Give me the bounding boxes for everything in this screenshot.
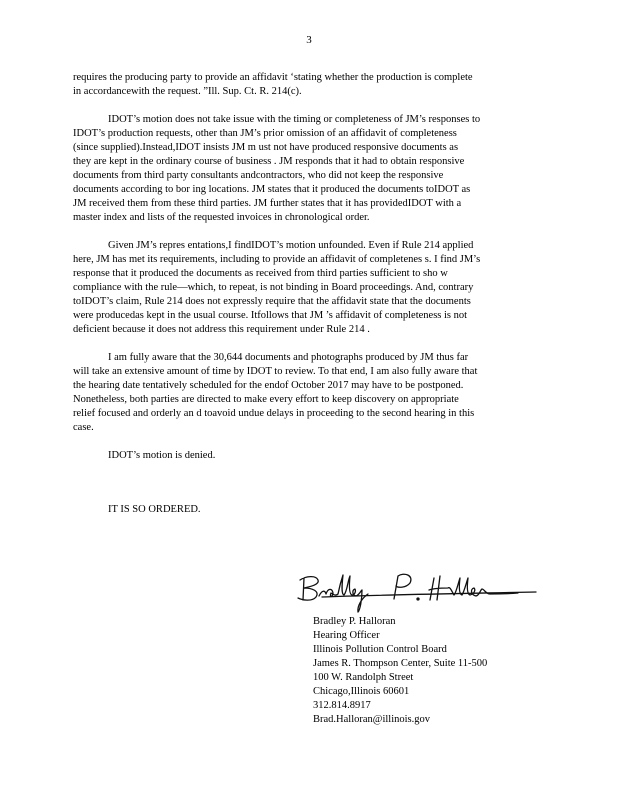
signer-title: Hearing Officer [313, 630, 380, 641]
text-line: JM received them from these third parties. JM further states that it has providedIDOT with a [73, 198, 462, 209]
text-line: Given JM’s repres entations,I findIDOT’s motion unfounded. Even if Rule 214 applied [108, 240, 474, 251]
text-line: (since supplied).Instead,IDOT insists JM m ust not have produced responsive documents as [73, 142, 459, 153]
text-line: deficient because it does not address this requirement under Rule 214 . [73, 324, 370, 335]
signer-address-line2: 100 W. Randolph Street [313, 672, 414, 683]
ruling-line: IDOT’s motion is denied. [108, 450, 216, 461]
text-line: will take an extensive amount of time by IDOT to review. To that end, I am also fully aware that [73, 366, 478, 377]
text-line: documents from third party consultants andcontractors, who did not keep the responsive [73, 170, 444, 181]
text-line: case. [73, 422, 94, 433]
text-line: Nonetheless, both parties are directed to make every effort to keep discovery on appropriate [73, 394, 459, 405]
text-line: documents according to bor ing locations. JM states that it produced the documents toIDOT as [73, 184, 471, 195]
text-line: the hearing date tentatively scheduled for the endof October 2017 may have to be postponed. [73, 380, 464, 391]
order-line: IT IS SO ORDERED. [108, 504, 201, 515]
handwritten-signature [292, 566, 542, 614]
text-line: response that it produced the documents as received from third parties sufficient to sho w [73, 268, 448, 279]
text-line: compliance with the rule—which, to repeat, is not binding in Board proceedings. And, contrary [73, 282, 474, 293]
text-line: in accordancewith the request. ”Ill. Sup. Ct. R. 214(c). [73, 86, 302, 97]
signer-name: Bradley P. Halloran [313, 616, 396, 627]
text-line: IDOT’s production requests, other than JM’s prior omission of an affidavit of completeness [73, 128, 457, 139]
text-line: relief focused and orderly an d toavoid undue delays in proceeding to the second hearing in this [73, 408, 475, 419]
text-line: were producedas kept in the usual course. Itfollows that JM ’s affidavit of completeness is not [73, 310, 468, 321]
text-line: here, JM has met its requirements, including to provide an affidavit of completenes s. I find JM’s [73, 254, 481, 265]
text-line: toIDOT’s claim, Rule 214 does not expressly require that the affidavit state that the documents [73, 296, 471, 307]
signer-address-line1: James R. Thompson Center, Suite 11-500 [313, 658, 488, 669]
text-line: I am fully aware that the 30,644 documents and photographs produced by JM thus far [108, 352, 469, 363]
signer-phone: 312.814.8917 [313, 700, 371, 711]
text-line: they are kept in the ordinary course of business . JM responds that it had to obtain responsive [73, 156, 465, 167]
signer-organization: Illinois Pollution Control Board [313, 644, 447, 655]
signer-city-line: Chicago,Illinois 60601 [313, 686, 410, 697]
signer-email: Brad.Halloran@illinois.gov [313, 714, 430, 725]
text-line: requires the producing party to provide an affidavit ‘stating whether the production is complete [73, 72, 473, 83]
text-line: IDOT’s motion does not take issue with the timing or completeness of JM’s responses to [108, 114, 481, 125]
page-number: 3 [306, 34, 312, 46]
text-line: master index and lists of the requested invoices in chronological order. [73, 212, 370, 223]
